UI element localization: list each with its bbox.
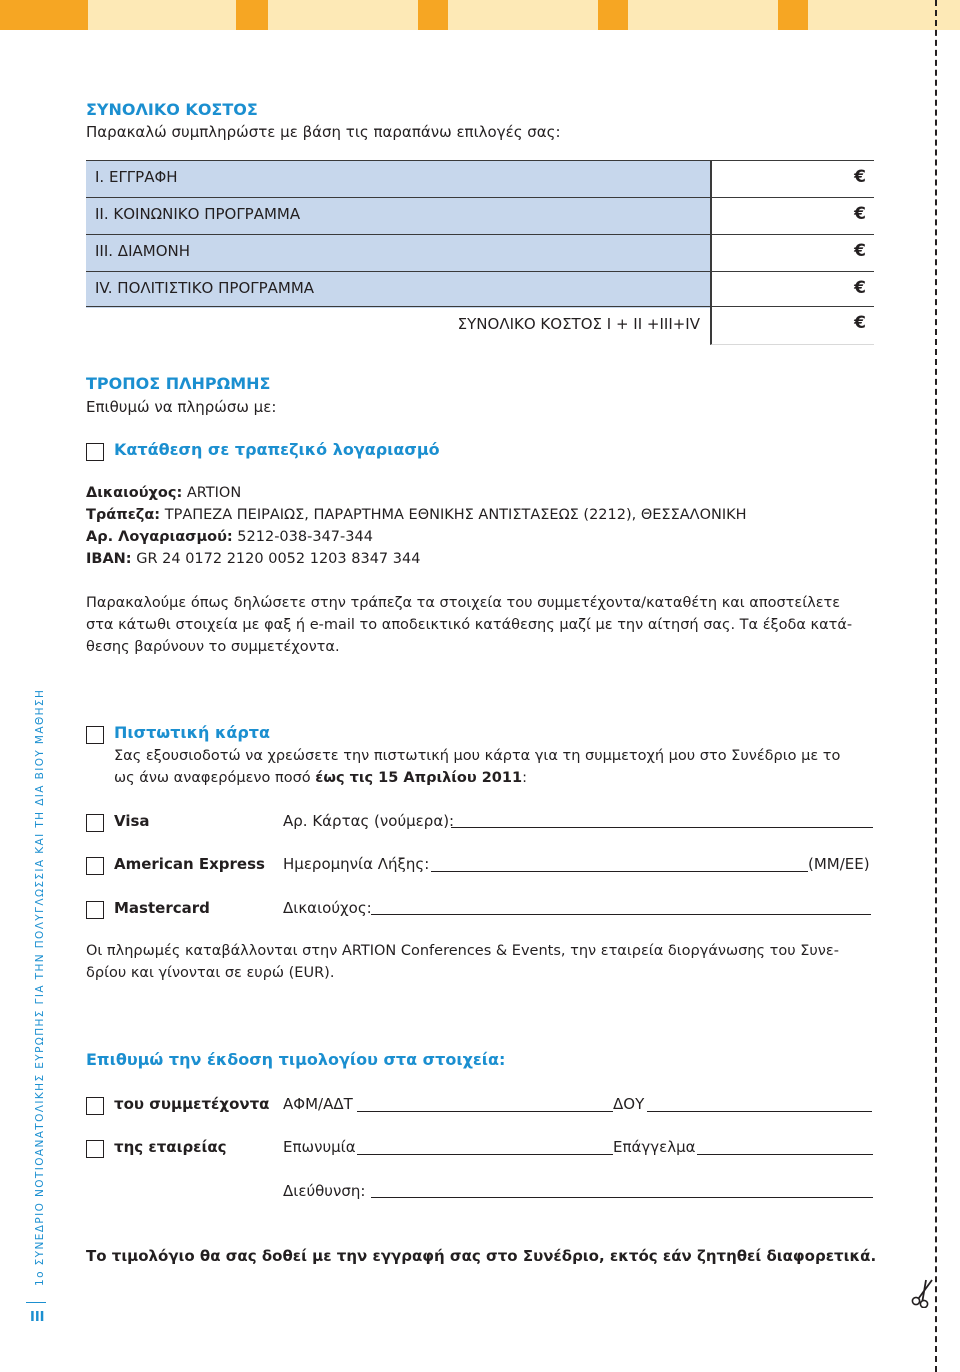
cost-row-amount[interactable]	[710, 161, 874, 197]
doy-label: ΔΟΥ	[613, 1095, 645, 1113]
card-text-part: ως άνω αναφερόμενο ποσό	[114, 770, 316, 786]
invoice-title: Επιθυμώ την έκδοση τιμολογίου στα στοιχεία:	[86, 1050, 506, 1069]
cost-row-amount[interactable]	[710, 272, 874, 308]
card-text-line-1: Σας εξουσιοδοτώ να χρεώσετε την πιστωτική μου κάρτα για τη συμμετοχή μου στο Συνέδριο με το	[114, 748, 841, 764]
cost-row-label: IV. ΠΟΛΙΤΙΣΤΙΚΟ ΠΡΟΓΡΑΜΜΑ	[86, 272, 710, 308]
account-line	[86, 526, 373, 548]
cost-row-amount[interactable]	[710, 198, 874, 234]
cost-row-registration	[86, 160, 874, 197]
iban-label: IBAN:	[86, 551, 132, 567]
euro-sign: €	[854, 241, 866, 261]
bank-transfer-label: Κατάθεση σε τραπεζικό λογαριασμό	[114, 440, 440, 459]
beneficiary-line	[86, 482, 241, 504]
participant-label: του συμμετέχοντα	[114, 1095, 270, 1113]
cardholder-input[interactable]	[371, 914, 871, 915]
cost-row-label: III. ΔΙΑΜΟΝΗ	[86, 235, 710, 271]
scissors-icon	[910, 1278, 936, 1308]
cost-title: ΣΥΝΟΛΙΚΟ ΚΟΣΤΟΣ	[86, 100, 258, 119]
iban-value: GR 24 0172 2120 0052 1203 8347 344	[131, 551, 421, 567]
afm-input[interactable]	[357, 1111, 613, 1112]
card-text-line-2	[114, 767, 527, 789]
mastercard-label: Mastercard	[114, 899, 210, 917]
visa-label: Visa	[114, 812, 150, 830]
mastercard-checkbox[interactable]	[86, 901, 104, 919]
card-number-input[interactable]	[451, 827, 873, 828]
beneficiary-value: ARTION	[182, 485, 242, 501]
euro-sign: €	[854, 204, 866, 224]
page-number: III	[30, 1310, 45, 1325]
bank-transfer-checkbox[interactable]	[86, 443, 104, 461]
bank-note-line-2: στα κάτωθι στοιχεία με φαξ ή e-mail το αποδεικτικό κατάθεσης μαζί με την αίτησή σας. Τα έξοδα κατά-	[86, 617, 853, 633]
cost-row-label: II. ΚΟΙΝΩΝΙΚΟ ΠΡΟΓΡΑΜΜΑ	[86, 198, 710, 234]
profession-input[interactable]	[697, 1154, 873, 1155]
payment-instruction: Επιθυμώ να πληρώσω με:	[86, 398, 277, 416]
cost-row-amount[interactable]	[710, 235, 874, 271]
cost-total-label: ΣΥΝΟΛΙΚΟ ΚΟΣΤΟΣ I + II +III+IV	[457, 315, 700, 333]
euro-sign: €	[854, 167, 866, 187]
card-text-part: :	[522, 770, 527, 786]
account-value: 5212-038-347-344	[232, 529, 373, 545]
top-color-band	[0, 0, 960, 30]
expiry-format: (MM/EE)	[808, 855, 870, 873]
bank-label: Τράπεζα:	[86, 507, 161, 523]
account-label: Αρ. Λογαριασμού:	[86, 529, 233, 545]
address-input[interactable]	[371, 1197, 873, 1198]
bank-note-line-3: θεσης βαρύνουν το συμμετέχοντα.	[86, 639, 340, 655]
credit-card-checkbox[interactable]	[86, 726, 104, 744]
company-label: της εταιρείας	[114, 1138, 227, 1156]
amex-label: American Express	[114, 855, 265, 873]
cost-row-label: I. ΕΓΓΡΑΦΗ	[86, 161, 710, 197]
amex-checkbox[interactable]	[86, 857, 104, 875]
bank-line	[86, 504, 747, 526]
euro-sign: €	[854, 313, 866, 333]
euro-sign: €	[854, 278, 866, 298]
beneficiary-label: Δικαιούχος:	[86, 485, 183, 501]
sidebar	[0, 0, 60, 1372]
company-name-label: Επωνυμία	[283, 1138, 356, 1156]
credit-card-label: Πιστωτική κάρτα	[114, 723, 270, 742]
cost-total-row	[86, 306, 874, 344]
profession-label: Επάγγελμα	[613, 1138, 696, 1156]
bank-value: ΤΡΑΠΕΖΑ ΠΕΙΡΑΙΩΣ, ΠΑΡΑΡΤΗΜΑ ΕΘΝΙΚΗΣ ΑΝΤΙΣΤΑΣΕΩΣ (2212), ΘΕΣΣΑΛΟΝΙΚΗ	[160, 507, 747, 523]
cut-line	[935, 0, 937, 1372]
cost-row-social	[86, 197, 874, 234]
iban-line	[86, 548, 420, 570]
cost-total-amount[interactable]	[710, 307, 874, 345]
card-deadline: έως τις 15 Απριλίου 2011	[315, 770, 523, 786]
cost-instruction: Παρακαλώ συμπληρώστε με βάση τις παραπάνω επιλογές σας:	[86, 123, 561, 141]
payments-note-line-2: δρίου και γίνονται σε ευρώ (EUR).	[86, 965, 335, 981]
cost-row-cultural	[86, 271, 874, 308]
running-title: 1ο ΣΥΝΕΔΡΙΟ ΝΟΤΙΟΑΝΑΤΟΛΙΚΗΣ ΕΥΡΩΠΗΣ ΓΙΑ ΤΗΝ ΠΟΛΥΓΛΩΣΣΙΑ ΚΑΙ ΤΗ ΔΙΑ ΒΙΟΥ ΜΑΘΗΣΗ	[34, 688, 46, 1286]
invoice-footer-note: Το τιμολόγιο θα σας δοθεί με την εγγραφή σας στο Συνέδριο, εκτός εάν ζητηθεί διαφορετικά.	[86, 1247, 877, 1265]
visa-checkbox[interactable]	[86, 814, 104, 832]
company-name-input[interactable]	[357, 1154, 613, 1155]
sidebar-rule	[26, 1302, 46, 1303]
address-label: Διεύθυνση:	[283, 1182, 366, 1200]
cost-row-accommodation	[86, 234, 874, 271]
company-checkbox[interactable]	[86, 1140, 104, 1158]
payment-title: ΤΡΟΠΟΣ ΠΛΗΡΩΜΗΣ	[86, 374, 271, 393]
afm-label: ΑΦΜ/ΑΔΤ	[283, 1095, 353, 1113]
expiry-input[interactable]	[431, 871, 808, 872]
payments-note-line-1: Οι πληρωμές καταβάλλονται στην ARTION Conferences & Events, την εταιρεία διοργάνωσης του Συνε-	[86, 943, 839, 959]
cardholder-label: Δικαιούχος:	[283, 899, 372, 917]
expiry-label: Ημερομηνία Λήξης:	[283, 855, 430, 873]
card-number-label: Αρ. Κάρτας (νούμερα):	[283, 812, 455, 830]
bank-note-line-1: Παρακαλούμε όπως δηλώσετε στην τράπεζα τα στοιχεία του συμμετέχοντα/καταθέτη και αποστείλετε	[86, 595, 841, 611]
participant-checkbox[interactable]	[86, 1097, 104, 1115]
doy-input[interactable]	[647, 1111, 872, 1112]
